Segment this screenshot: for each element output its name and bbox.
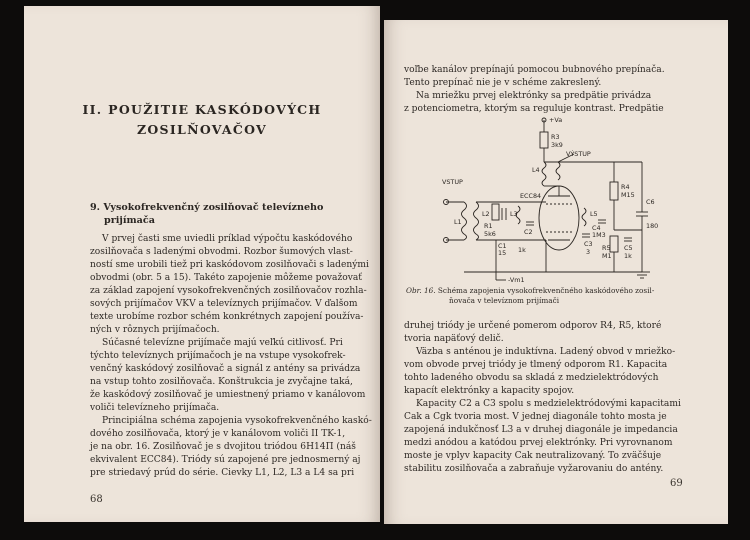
label-c5-value: 1k bbox=[624, 252, 632, 260]
body-line: Väzba s anténou je induktívna. Ladený obvod v mriežko- bbox=[416, 347, 676, 357]
right-page bbox=[384, 20, 728, 524]
body-line: Cak a Cgk tvoria most. V jednej diagonále tohto mosta je bbox=[404, 412, 667, 422]
body-line: pre striedavý prúd do série. Cievky L1, L2, L3 a L4 sa pri bbox=[90, 468, 355, 478]
label-c1-value: 15 bbox=[498, 249, 507, 257]
body-line: venčný kaskódový zosilňovač a signál z antény sa privádza bbox=[90, 364, 361, 374]
left-page bbox=[24, 6, 380, 522]
body-line: týchto televíznych prijímačoch je na vstupe vysokofrek- bbox=[90, 351, 346, 361]
body-line: voliči televízneho prijímača. bbox=[90, 403, 220, 413]
body-line: tvoria napäťový delič. bbox=[404, 334, 504, 344]
label-r5: R5 bbox=[602, 244, 611, 252]
coil-l4 bbox=[542, 162, 546, 186]
label-vm: -Vm1 bbox=[508, 276, 525, 284]
body-line: z potenciometra, ktorým sa reguluje kontrast. Predpätie bbox=[404, 104, 664, 114]
body-line: Na mriežku prvej elektrónky sa predpätie privádza bbox=[416, 91, 652, 101]
body-line: ností sme urobili tiež pri kaskódovom zosilňovači s ladenými bbox=[90, 260, 369, 270]
body-line: ekvivalent ECC84). Triódy sú zapojené pre jednosmerný aj bbox=[90, 455, 361, 465]
body-line: za základ zapojení vysokofrekvenčných zosilňovačov rozhla- bbox=[90, 286, 367, 296]
figure-caption-line-1 bbox=[406, 286, 654, 296]
coil-l1 bbox=[462, 202, 467, 240]
section-title-line-1: 9. Vysokofrekvenčný zosilňovač televízneho bbox=[90, 202, 324, 213]
label-c5: C5 bbox=[624, 244, 633, 252]
body-line: že kaskódový zosilňovač je umiestnený priamo v kanálovom bbox=[90, 390, 366, 400]
body-line: Kapacity C2 a C3 spolu s medzielektródovými kapacitami bbox=[416, 399, 681, 409]
label-r3: R3 bbox=[551, 133, 560, 141]
label-vplus: +Va bbox=[549, 116, 563, 124]
figure-caption-line-2: ňovača v televíznom prijímači bbox=[449, 296, 560, 305]
circuit-schematic bbox=[434, 112, 664, 284]
label-r4: R4 bbox=[621, 183, 630, 191]
body-line: obvodmi (obr. 5 a 15). Takéto zapojenie môžeme považovať bbox=[90, 273, 362, 283]
figure-caption-text: Schéma zapojenia vysokofrekvenčného kaskódového zosil- bbox=[437, 286, 655, 295]
label-c2: C2 bbox=[524, 228, 533, 236]
resistor-r4 bbox=[610, 182, 618, 200]
chapter-title-line-1: II. POUŽITIE KASKÓDOVÝCH bbox=[82, 102, 322, 117]
body-line: na vstup tohto zosilňovača. Konštrukcia je zvyčajne taká, bbox=[90, 377, 353, 387]
resistor-r1 bbox=[492, 204, 499, 220]
label-r1-value: 5k6 bbox=[484, 230, 496, 238]
body-line: stabilitu zosilňovača a zabraňuje vyžarovaniu do antény. bbox=[404, 464, 664, 474]
body-line: ných v rôznych prijímačoch. bbox=[90, 325, 220, 335]
label-c3-value: 3 bbox=[586, 248, 591, 256]
body-line: V prvej časti sme uviedli príklad výpočtu kaskódového bbox=[102, 234, 353, 244]
body-line: kapacít elektrónky a kapacity spojov. bbox=[404, 386, 575, 396]
page-number: 69 bbox=[670, 478, 683, 489]
body-line: zosilňovača s ladenými obvodmi. Rozbor šumových vlast- bbox=[90, 247, 353, 257]
resistor-r5 bbox=[610, 236, 618, 252]
label-c4-value: 1M3 bbox=[592, 231, 606, 239]
coil-output bbox=[556, 162, 560, 180]
coil-l2 bbox=[474, 202, 479, 240]
body-line: zapojená indukčnosť L3 a v druhej diagonále je impedancia bbox=[404, 425, 678, 435]
label-tube: ECC84 bbox=[520, 192, 542, 200]
label-c4: C4 bbox=[592, 224, 601, 232]
body-line: druhej triódy je určené pomerom odporov R4, R5, ktoré bbox=[404, 321, 662, 331]
label-l2: L2 bbox=[482, 210, 490, 218]
body-line: Tento prepínač nie je v schéme zakreslený. bbox=[404, 78, 602, 88]
body-line: texte urobíme rozbor schém konkrétnych zapojení používa- bbox=[90, 312, 364, 322]
label-c3: C3 bbox=[584, 240, 593, 248]
label-l1: L1 bbox=[454, 218, 462, 226]
body-line: dového zosilňovača, ktorý je v kanálovom voliči II TK-1, bbox=[90, 429, 346, 439]
body-line: Principiálna schéma zapojenia vysokofrekvenčného kaskó- bbox=[102, 416, 372, 426]
body-line: vom obvode prvej triódy je tlmený odporom R1. Kapacita bbox=[404, 360, 668, 370]
label-l3: L3 bbox=[510, 210, 518, 218]
coil-l5 bbox=[582, 208, 586, 226]
label-l4: L4 bbox=[532, 166, 540, 174]
body-line: sových prijímačov VKV a televíznych prijímačov. V ďalšom bbox=[90, 299, 358, 309]
body-line: je na obr. 16. Zosilňovač je s dvojitou triódou 6H14П (náš bbox=[90, 442, 356, 452]
page-number: 68 bbox=[90, 494, 103, 505]
label-l5: L5 bbox=[590, 210, 598, 218]
section-title-line-2: prijímača bbox=[104, 215, 155, 226]
body-line: tohto ladeného obvodu sa skladá z medzielektródových bbox=[404, 373, 659, 383]
label-r1: R1 bbox=[484, 222, 493, 230]
body-line: Súčasné televízne prijímače majú veľkú citlivosť. Pri bbox=[102, 338, 343, 348]
label-c1: C1 bbox=[498, 242, 507, 250]
figure-caption-label: Obr. 16. bbox=[406, 286, 436, 295]
label-r3-value: 3k9 bbox=[551, 141, 563, 149]
chapter-title-line-2: ZOSILŇOVAČOV bbox=[136, 122, 268, 137]
resistor-r3 bbox=[540, 132, 548, 148]
label-c0-value: 1k bbox=[518, 246, 526, 254]
body-line: voľbe kanálov prepínajú pomocou bubnového prepínača. bbox=[404, 65, 665, 75]
label-vystup: VÝSTUP bbox=[566, 150, 591, 158]
label-r5-value: M1 bbox=[602, 252, 612, 260]
label-c6-value: 180 bbox=[646, 222, 659, 230]
label-r4-value: M15 bbox=[621, 191, 635, 199]
label-vstup: VSTUP bbox=[442, 178, 463, 186]
label-c6: C6 bbox=[646, 198, 655, 206]
body-line: medzi anódou a katódou prvej elektrónky. Pri vyrovnanom bbox=[404, 438, 673, 448]
body-line: moste je vplyv kapacity Cak neutralizovaný. To zväčšuje bbox=[404, 451, 662, 461]
